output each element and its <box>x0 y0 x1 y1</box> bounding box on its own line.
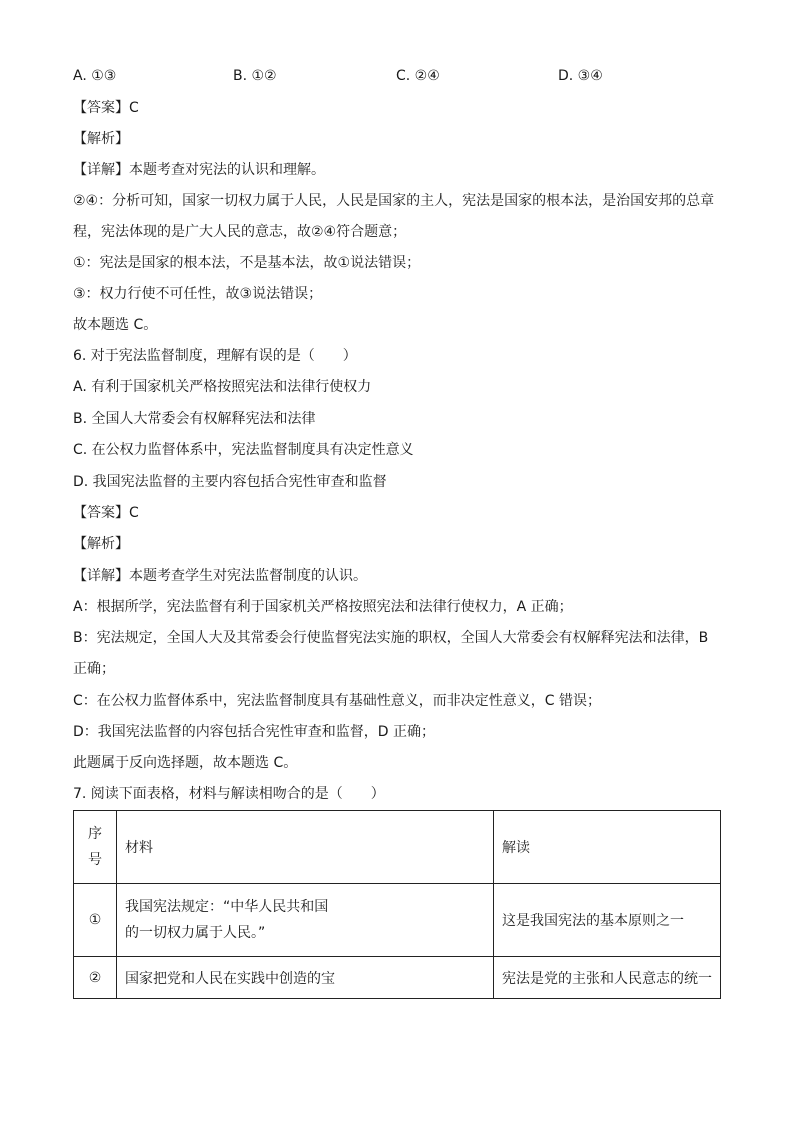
row-number: ② <box>74 957 117 999</box>
q6-option-a: A. 有利于国家机关严格按照宪法和法律行使权力 <box>73 379 372 395</box>
question-6-stem: 6. 对于宪法监督制度，理解有误的是（ ） <box>73 348 357 364</box>
q6-answer-label: 【答案】C <box>73 505 139 521</box>
row-reading: 宪法是党的主张和人民意志的统一 <box>494 957 721 999</box>
row-reading: 这是我国宪法的基本原则之一 <box>494 884 721 957</box>
q6-option-b: B. 全国人大常委会有权解释宪法和法律 <box>73 411 316 427</box>
analysis-heading: 【解析】 <box>73 131 129 147</box>
q6-explanation-line: D：我国宪法监督的内容包括合宪性审查和监督，D 正确； <box>73 724 436 740</box>
row-material: 国家把党和人民在实践中创造的宝 <box>117 957 494 999</box>
q6-option-c: C. 在公权力监督体系中，宪法监督制度具有决定性意义 <box>73 442 414 458</box>
option-a: A. ①③ <box>73 68 117 84</box>
option-b: B. ①② <box>233 68 277 84</box>
question-7-stem: 7. 阅读下面表格，材料与解读相吻合的是（ ） <box>73 786 385 802</box>
explanation-line: ②④：分析可知，国家一切权力属于人民，人民是国家的主人，宪法是国家的根本法，是治国安邦的总章 <box>73 193 715 209</box>
explanation-line: 程，宪法体现的是广大人民的意志，故②④符合题意； <box>73 224 407 240</box>
q6-explanation-line: C：在公权力监督体系中，宪法监督制度具有基础性意义，而非决定性意义，C 错误； <box>73 693 601 709</box>
option-c: C. ②④ <box>396 68 440 84</box>
option-d: D. ③④ <box>558 68 603 84</box>
explanation-line: ①：宪法是国家的根本法，不是基本法，故①说法错误； <box>73 255 421 271</box>
detail-intro: 【详解】本题考查对宪法的认识和理解。 <box>73 162 325 178</box>
q6-detail-intro: 【详解】本题考查学生对宪法监督制度的认识。 <box>73 568 367 584</box>
q6-explanation-line: B：宪法规定，全国人大及其常委会行使监督宪法实施的职权，全国人大常委会有权解释宪法和法律，B <box>73 630 709 646</box>
q6-explanation-line: A：根据所学，宪法监督有利于国家机关严格按照宪法和法律行使权力，A 正确； <box>73 599 573 615</box>
q6-option-d: D. 我国宪法监督的主要内容包括合宪性审查和监督 <box>73 474 387 490</box>
table-header-row <box>74 811 721 884</box>
header-number: 序 号 <box>74 811 117 884</box>
q6-explanation-line: 正确； <box>73 661 115 677</box>
table-row <box>74 957 721 999</box>
row-number: ① <box>74 884 117 957</box>
q6-analysis-heading: 【解析】 <box>73 536 129 552</box>
material-table <box>73 810 721 999</box>
q6-conclusion-line: 此题属于反向选择题，故本题选 C。 <box>73 755 298 771</box>
conclusion-line: 故本题选 C。 <box>73 317 158 333</box>
header-reading: 解读 <box>494 811 721 884</box>
table-row <box>74 884 721 957</box>
row-material: 我国宪法规定：“中华人民共和国 的一切权力属于人民。” <box>117 884 494 957</box>
header-material: 材料 <box>117 811 494 884</box>
explanation-line: ③：权力行使不可任性，故③说法错误； <box>73 286 323 302</box>
answer-label: 【答案】C <box>73 100 139 116</box>
